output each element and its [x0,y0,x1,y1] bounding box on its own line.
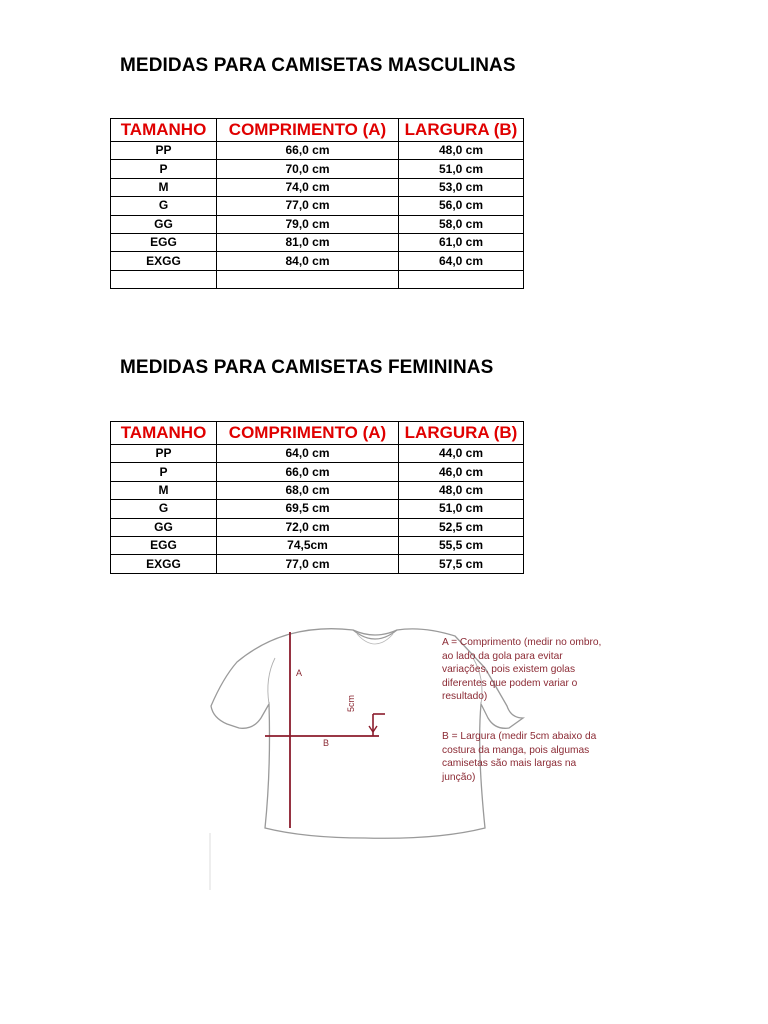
cell-width: 57,5 cm [399,555,524,573]
cell-length: 70,0 cm [217,160,399,178]
table-row-empty [111,270,524,288]
cell-length: 66,0 cm [217,142,399,160]
table-row [111,160,524,178]
table-row [111,481,524,499]
label-a: A [296,668,303,678]
cell-length: 79,0 cm [217,215,399,233]
cell-size: GG [111,518,217,536]
table-row [111,215,524,233]
table-row [111,500,524,518]
cell-width: 46,0 cm [399,463,524,481]
header-tamanho: TAMANHO [111,119,217,142]
cell-width: 51,0 cm [399,500,524,518]
cell-width: 48,0 cm [399,142,524,160]
cell-size: PP [111,445,217,463]
legend-largura: B = Largura (medir 5cm abaixo da costura da manga, pois algumas camisetas são mais largas na junção) [442,731,597,783]
table-header-row [111,422,524,445]
cell-width: 64,0 cm [399,252,524,270]
cell-length: 74,5cm [217,536,399,554]
legend-comprimento: A = Comprimento (medir no ombro, ao lado da gola para evitar variações, pois existem golas diferentes que podem variar o resultado) [442,637,602,702]
cell-length: 68,0 cm [217,481,399,499]
table-header-row [111,119,524,142]
female-table-title: MEDIDAS PARA CAMISETAS FEMININAS [120,357,494,378]
cell-length: 84,0 cm [217,252,399,270]
table-row [111,555,524,573]
cell-length: 81,0 cm [217,233,399,251]
header-largura: LARGURA (B) [399,119,524,142]
cell-size: M [111,178,217,196]
table-row [111,445,524,463]
cell-length: 74,0 cm [217,178,399,196]
cell-length: 77,0 cm [217,197,399,215]
cell-length: 66,0 cm [217,463,399,481]
cell-size: EGG [111,233,217,251]
label-5cm: 5cm [346,694,356,712]
cell-width: 61,0 cm [399,233,524,251]
cell-size: M [111,481,217,499]
cell-width: 44,0 cm [399,445,524,463]
male-table-title: MEDIDAS PARA CAMISETAS MASCULINAS [120,55,516,76]
cell-width: 51,0 cm [399,160,524,178]
cell-size [111,270,217,288]
cell-size: PP [111,142,217,160]
cell-length: 77,0 cm [217,555,399,573]
cell-size: EXGG [111,252,217,270]
cell-width: 58,0 cm [399,215,524,233]
table-row [111,518,524,536]
cell-length: 64,0 cm [217,445,399,463]
cell-length: 72,0 cm [217,518,399,536]
header-comprimento: COMPRIMENTO (A) [217,422,399,445]
cell-length: 69,5 cm [217,500,399,518]
female-size-table [110,421,524,574]
table-row [111,178,524,196]
cell-size: G [111,197,217,215]
header-largura: LARGURA (B) [399,422,524,445]
table-row [111,463,524,481]
cell-size: EXGG [111,555,217,573]
cell-width: 53,0 cm [399,178,524,196]
cell-width: 52,5 cm [399,518,524,536]
header-comprimento: COMPRIMENTO (A) [217,119,399,142]
cell-width: 48,0 cm [399,481,524,499]
cell-width: 55,5 cm [399,536,524,554]
cell-size: P [111,160,217,178]
cell-width: 56,0 cm [399,197,524,215]
cell-size: P [111,463,217,481]
cell-size: GG [111,215,217,233]
cell-width [399,270,524,288]
male-size-table [110,118,524,289]
table-row [111,197,524,215]
label-b: B [323,738,330,748]
cell-size: EGG [111,536,217,554]
table-row [111,536,524,554]
table-row [111,142,524,160]
header-tamanho: TAMANHO [111,422,217,445]
table-row [111,252,524,270]
cell-length [217,270,399,288]
cell-size: G [111,500,217,518]
table-row [111,233,524,251]
